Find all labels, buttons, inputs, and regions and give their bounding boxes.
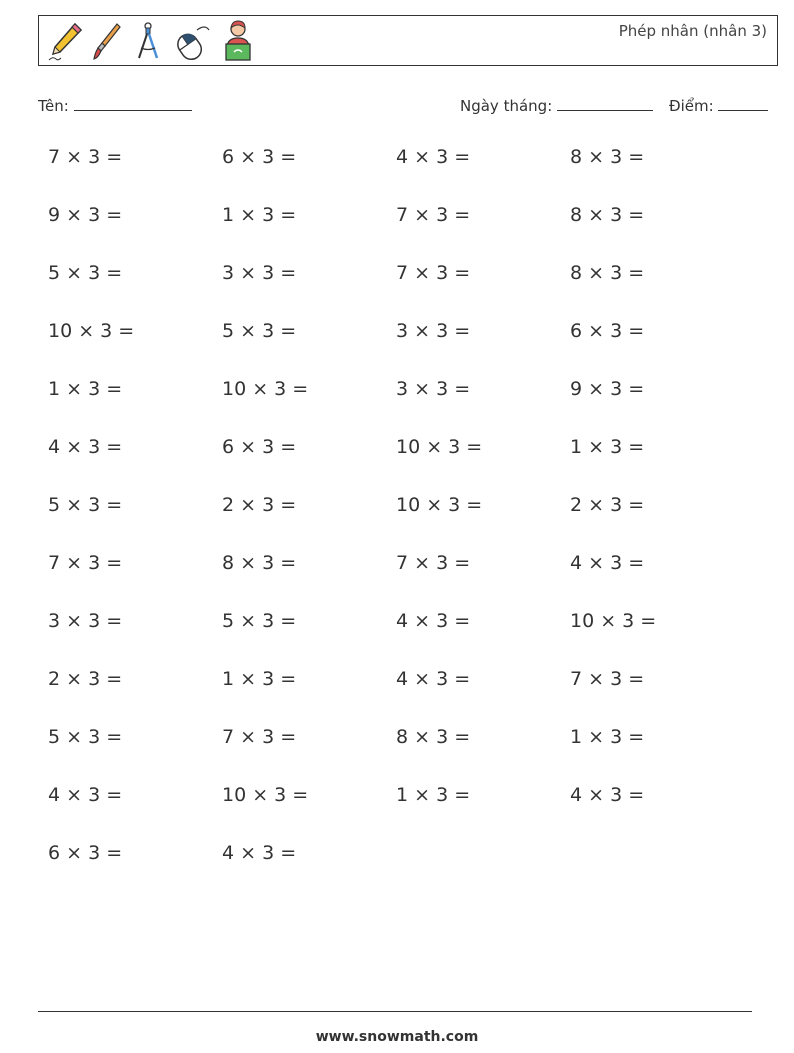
problem-item: 10 × 3 = <box>570 610 657 632</box>
problem-item: 7 × 3 = <box>222 726 297 748</box>
problem-item: 3 × 3 = <box>396 320 471 342</box>
problem-item: 1 × 3 = <box>48 378 123 400</box>
problem-item: 7 × 3 = <box>396 204 471 226</box>
name-field[interactable] <box>38 94 192 115</box>
problem-item: 8 × 3 = <box>396 726 471 748</box>
problem-item: 2 × 3 = <box>222 494 297 516</box>
problem-item: 6 × 3 = <box>570 320 645 342</box>
name-label: Tên: <box>38 97 69 115</box>
problem-item: 5 × 3 = <box>48 262 123 284</box>
problem-item: 3 × 3 = <box>48 610 123 632</box>
problem-item: 5 × 3 = <box>222 610 297 632</box>
problem-item: 4 × 3 = <box>222 842 297 864</box>
worksheet-title: Phép nhân (nhân 3) <box>618 22 767 40</box>
pencil-icon <box>47 20 85 62</box>
problem-item: 7 × 3 = <box>396 262 471 284</box>
problem-item: 8 × 3 = <box>570 204 645 226</box>
problem-item: 6 × 3 = <box>222 146 297 168</box>
problem-item: 10 × 3 = <box>222 784 309 806</box>
date-label: Ngày tháng: <box>460 97 553 115</box>
problem-item: 10 × 3 = <box>48 320 135 342</box>
problem-item: 3 × 3 = <box>396 378 471 400</box>
name-blank[interactable] <box>74 94 192 111</box>
score-blank[interactable] <box>718 94 768 111</box>
problem-item: 4 × 3 = <box>570 552 645 574</box>
problem-item: 5 × 3 = <box>48 726 123 748</box>
compass-icon <box>131 20 165 62</box>
problem-item: 10 × 3 = <box>396 494 483 516</box>
problem-item: 1 × 3 = <box>396 784 471 806</box>
problem-item: 4 × 3 = <box>570 784 645 806</box>
problem-item: 6 × 3 = <box>48 842 123 864</box>
problem-item: 8 × 3 = <box>222 552 297 574</box>
problem-item: 5 × 3 = <box>48 494 123 516</box>
date-blank[interactable] <box>557 94 653 111</box>
footer-url[interactable]: www.snowmath.com <box>315 1029 479 1045</box>
problem-item: 2 × 3 = <box>48 668 123 690</box>
problem-item: 3 × 3 = <box>222 262 297 284</box>
problem-item: 4 × 3 = <box>396 668 471 690</box>
problem-item: 4 × 3 = <box>48 436 123 458</box>
problem-item: 7 × 3 = <box>48 552 123 574</box>
problem-item: 4 × 3 = <box>396 610 471 632</box>
problem-item: 4 × 3 = <box>48 784 123 806</box>
problem-item: 9 × 3 = <box>48 204 123 226</box>
problem-item: 7 × 3 = <box>396 552 471 574</box>
problem-item: 7 × 3 = <box>570 668 645 690</box>
problem-item: 9 × 3 = <box>570 378 645 400</box>
problem-item: 1 × 3 = <box>570 436 645 458</box>
problem-item: 10 × 3 = <box>396 436 483 458</box>
problem-item: 8 × 3 = <box>570 146 645 168</box>
problem-item: 5 × 3 = <box>222 320 297 342</box>
footer-divider <box>38 1011 752 1012</box>
computer-mouse-icon <box>171 20 215 62</box>
problem-item: 6 × 3 = <box>222 436 297 458</box>
problem-item: 2 × 3 = <box>570 494 645 516</box>
person-laptop-icon <box>221 18 255 64</box>
header-box <box>38 15 778 66</box>
problem-item: 1 × 3 = <box>570 726 645 748</box>
problem-item: 8 × 3 = <box>570 262 645 284</box>
score-label: Điểm: <box>669 97 714 115</box>
problem-item: 7 × 3 = <box>48 146 123 168</box>
date-field[interactable] <box>460 94 653 115</box>
problem-item: 10 × 3 = <box>222 378 309 400</box>
problem-item: 1 × 3 = <box>222 204 297 226</box>
problem-item: 4 × 3 = <box>396 146 471 168</box>
header-icons <box>47 18 255 64</box>
score-field[interactable] <box>669 94 768 115</box>
problem-item: 1 × 3 = <box>222 668 297 690</box>
paintbrush-icon <box>91 20 125 62</box>
